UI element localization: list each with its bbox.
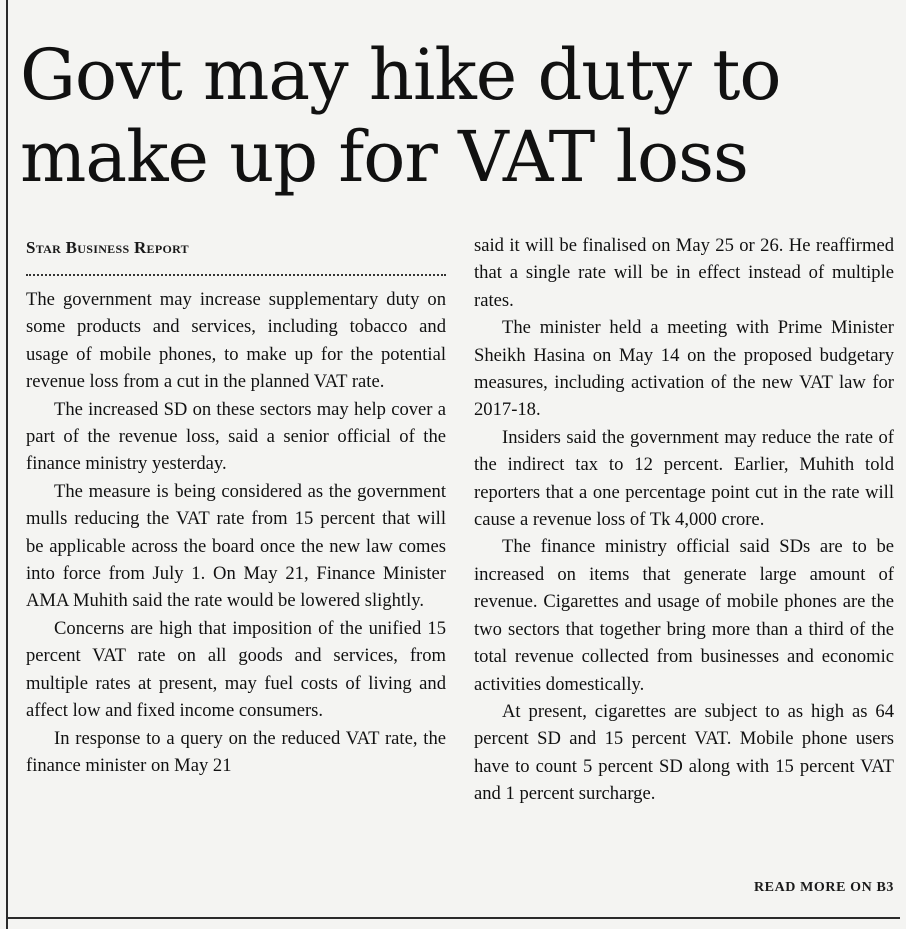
paragraph: At present, cigarettes are subject to as high as 64 percent SD and 15 percent VAT. Mobile phone users have to count 5 percent SD along with 15 percent VAT and 1 percent surcharge.	[474, 700, 894, 805]
article-column-right	[474, 232, 894, 808]
bottom-divider	[6, 917, 900, 919]
paragraph: The finance ministry official said SDs are to be increased on items that generate large amount of revenue. Cigarettes and usage of mobile phones are the two sectors that together bring more than a third of the total revenue collected from businesses and economic activities domestically.	[474, 536, 894, 695]
paragraph: said it will be finalised on May 25 or 26. He reaffirmed that a single rate will be in effect instead of multiple rates.	[474, 235, 894, 311]
headline-line-1: Govt may hike duty to	[20, 34, 781, 116]
paragraph: Concerns are high that imposition of the unified 15 percent VAT rate on all goods and services, from multiple rates at present, may fuel costs of living and affect low and fixed income consumers.	[26, 617, 446, 722]
byline: Star Business Report	[26, 238, 189, 257]
left-border	[6, 0, 8, 929]
paragraph: Insiders said the government may reduce the rate of the indirect tax to 12 percent. Earlier, Muhith told reporters that a one percentage point cut in the rate will cause a revenue loss of Tk 4,000 crore.	[474, 426, 894, 531]
paragraph: The government may increase supplementary duty on some products and services, including tobacco and usage of mobile phones, to make up for the potential revenue loss from a cut in the planned VAT rate.	[26, 289, 446, 393]
paragraph: The increased SD on these sectors may help cover a part of the revenue loss, said a senior official of the finance ministry yesterday.	[26, 398, 446, 475]
paragraph: In response to a query on the reduced VAT rate, the finance minister on May 21	[26, 727, 446, 776]
paragraph: The minister held a meeting with Prime Minister Sheikh Hasina on May 14 on the proposed budgetary measures, including activation of the new VAT law for 2017-18.	[474, 317, 894, 421]
article-column-left	[26, 286, 446, 779]
byline-divider	[26, 274, 446, 276]
paragraph: The measure is being considered as the government mulls reducing the VAT rate from 15 percent that will be applicable across the board once the new law comes into force from July 1. On May 21, Finance Minister AMA Muhith said the rate would be lowered slightly.	[26, 480, 446, 612]
headline-line-2: make up for VAT loss	[20, 116, 748, 198]
headline	[20, 34, 900, 198]
read-more-link[interactable]: READ MORE ON B3	[753, 880, 894, 895]
